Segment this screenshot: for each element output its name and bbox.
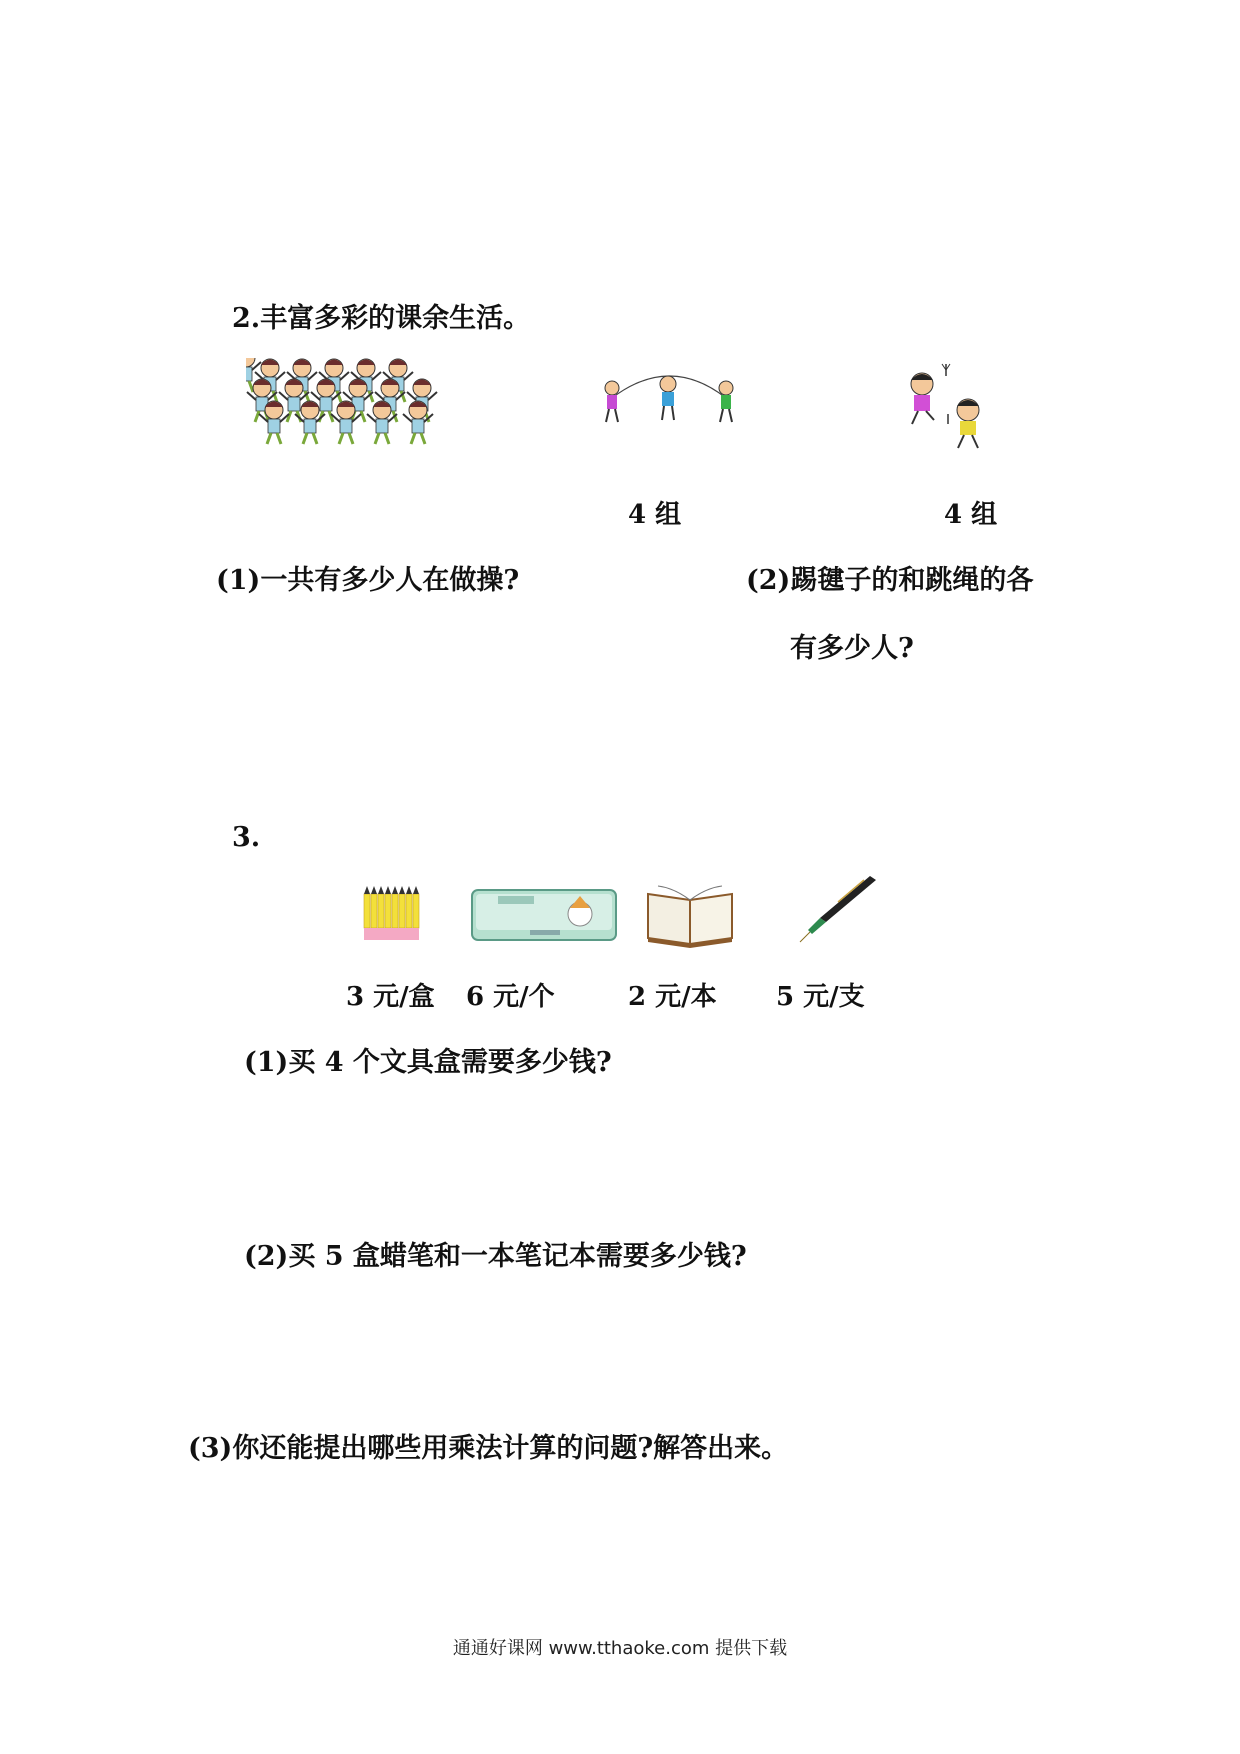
notebook-price-label: 2 元/本 [628, 982, 717, 1012]
page-footer: 通通好课网 www.tthaoke.com 提供下载 [452, 1638, 788, 1659]
jump-rope-groups-label: 4 组 [628, 500, 682, 530]
pencil-case-image [470, 886, 620, 946]
pen-image [798, 876, 880, 946]
exercising-children-image [246, 358, 456, 458]
pencil-case-price-label: 6 元/个 [466, 982, 555, 1012]
shuttlecock-kicking-image [898, 360, 994, 456]
pen-price-label: 5 元/支 [776, 982, 865, 1012]
jump-rope-image [598, 372, 748, 430]
section3-question-1: (1)买 4 个文具盒需要多少钱? [244, 1047, 612, 1078]
section3-question-3: (3)你还能提出哪些用乘法计算的问题?解答出来。 [188, 1433, 789, 1464]
section2-question-1: (1)一共有多少人在做操? [216, 565, 520, 596]
shuttlecock-groups-label: 4 组 [944, 500, 998, 530]
notebook-image [644, 878, 736, 950]
section3-title: 3. [232, 822, 261, 853]
section2-title: 2.丰富多彩的课余生活。 [232, 303, 531, 334]
crayon-price-label: 3 元/盒 [346, 982, 435, 1012]
section2-question-2-line1: (2)踢毽子的和跳绳的各 [746, 565, 1034, 596]
crayon-box-image [362, 884, 424, 944]
section2-question-2-line2: 有多少人? [790, 633, 914, 664]
section3-question-2: (2)买 5 盒蜡笔和一本笔记本需要多少钱? [244, 1241, 747, 1272]
